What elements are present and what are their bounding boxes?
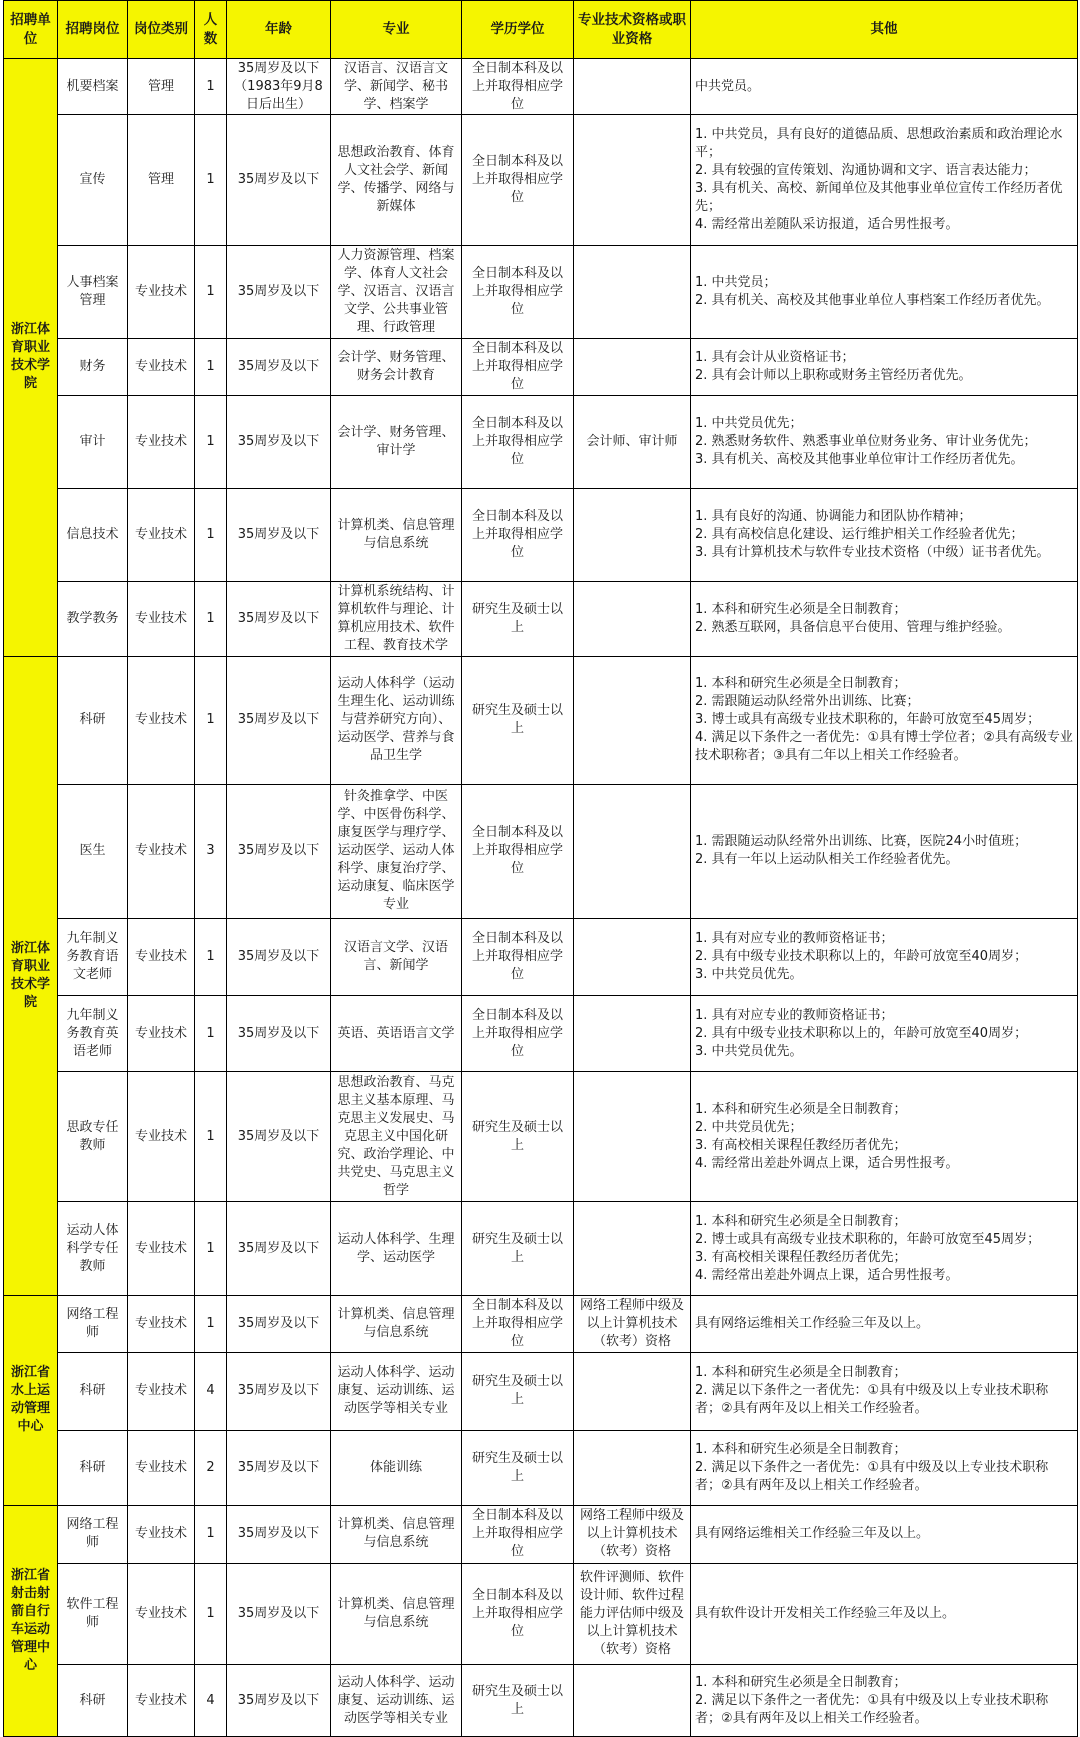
position-cell: 科研: [58, 1430, 128, 1505]
position-cell: 软件工程师: [58, 1563, 128, 1664]
age-cell: 35周岁及以下: [227, 1665, 331, 1737]
age-cell: 35周岁及以下: [227, 1202, 331, 1295]
other-cell: 具有网络运维相关工作经验三年及以上。: [691, 1295, 1078, 1352]
age-cell: 35周岁及以下: [227, 1295, 331, 1352]
age-cell: 35周岁及以下: [227, 1563, 331, 1664]
count-cell: 1: [195, 488, 227, 581]
table-row: [4, 1295, 1078, 1352]
header-row: [4, 1, 1078, 59]
major-cell: 英语、英语语言文学: [331, 995, 462, 1072]
header-cell: 其他: [691, 1, 1078, 59]
degree-cell: 研究生及硕士以上: [462, 1072, 574, 1202]
category-cell: 专业技术: [128, 656, 195, 784]
qualification-cell: [574, 918, 691, 995]
age-cell: 35周岁及以下: [227, 1072, 331, 1202]
header-cell: 学历学位: [462, 1, 574, 59]
category-cell: 专业技术: [128, 1202, 195, 1295]
table-row: [4, 784, 1078, 918]
other-cell: 1. 需跟随运动队经常外出训练、比赛，医院24小时值班； 2. 具有一年以上运动队相关工作经验者优先。: [691, 784, 1078, 918]
major-cell: 运动人体科学、生理学、运动医学: [331, 1202, 462, 1295]
table-row: [4, 1505, 1078, 1563]
qualification-cell: [574, 1430, 691, 1505]
count-cell: 1: [195, 1295, 227, 1352]
table-row: [4, 1665, 1078, 1737]
major-cell: 思想政治教育、体育人文社会学、新闻学、传播学、网络与新媒体: [331, 115, 462, 246]
position-cell: 科研: [58, 656, 128, 784]
other-cell: 1. 中共党员，具有良好的道德品质、思想政治素质和政治理论水平； 2. 具有较强的宣传策划、沟通协调和文字、语言表达能力； 3. 具有机关、高校、新闻单位及其他事业单位宣传工作经历者优先； 4. 需经常出差随队采访报道，适合男性报考。: [691, 115, 1078, 246]
age-cell: 35周岁及以下: [227, 246, 331, 339]
major-cell: 汉语言文学、汉语言、新闻学: [331, 918, 462, 995]
qualification-cell: [574, 59, 691, 115]
age-cell: 35周岁及以下: [227, 1430, 331, 1505]
category-cell: 专业技术: [128, 339, 195, 395]
category-cell: 专业技术: [128, 395, 195, 488]
degree-cell: 全日制本科及以上并取得相应学位: [462, 995, 574, 1072]
unit-name-cell: 浙江体育职业技术学院: [4, 656, 58, 1295]
table-row: [4, 246, 1078, 339]
other-cell: 具有软件设计开发相关工作经验三年及以上。: [691, 1563, 1078, 1664]
degree-cell: 全日制本科及以上并取得相应学位: [462, 488, 574, 581]
other-cell: 1. 本科和研究生必须是全日制教育； 2. 满足以下条件之一者优先：①具有中级及以上专业技术职称者；②具有两年及以上相关工作经验者。: [691, 1430, 1078, 1505]
header-cell: 年龄: [227, 1, 331, 59]
degree-cell: 研究生及硕士以上: [462, 1352, 574, 1430]
category-cell: 专业技术: [128, 784, 195, 918]
major-cell: 运动人体科学（运动生理生化、运动训练与营养研究方向）、运动医学、营养与食品卫生学: [331, 656, 462, 784]
category-cell: 专业技术: [128, 1352, 195, 1430]
table-row: [4, 1202, 1078, 1295]
major-cell: 计算机系统结构、计算机软件与理论、计算机应用技术、软件工程、教育技术学: [331, 582, 462, 657]
count-cell: 4: [195, 1352, 227, 1430]
qualification-cell: [574, 339, 691, 395]
qualification-cell: 网络工程师中级及以上计算机技术（软考）资格: [574, 1505, 691, 1563]
table-row: [4, 656, 1078, 784]
position-cell: 审计: [58, 395, 128, 488]
table-row: [4, 1563, 1078, 1664]
count-cell: 3: [195, 784, 227, 918]
age-cell: 35周岁及以下: [227, 582, 331, 657]
category-cell: 专业技术: [128, 1295, 195, 1352]
count-cell: 1: [195, 339, 227, 395]
recruitment-table: [3, 0, 1078, 1737]
position-cell: 科研: [58, 1665, 128, 1737]
degree-cell: 研究生及硕士以上: [462, 656, 574, 784]
category-cell: 专业技术: [128, 1563, 195, 1664]
category-cell: 专业技术: [128, 246, 195, 339]
table-row: [4, 488, 1078, 581]
major-cell: 计算机类、信息管理与信息系统: [331, 1563, 462, 1664]
unit-name-cell: 浙江省水上运动管理中心: [4, 1295, 58, 1505]
other-cell: 1. 具有对应专业的教师资格证书； 2. 具有中级专业技术职称以上的，年龄可放宽至40周岁； 3. 中共党员优先。: [691, 995, 1078, 1072]
other-cell: 1. 具有会计从业资格证书； 2. 具有会计师以上职称或财务主管经历者优先。: [691, 339, 1078, 395]
count-cell: 4: [195, 1665, 227, 1737]
major-cell: 计算机类、信息管理与信息系统: [331, 488, 462, 581]
other-cell: 1. 本科和研究生必须是全日制教育； 2. 中共党员优先； 3. 有高校相关课程任教经历者优先； 4. 需经常出差赴外调点上课，适合男性报考。: [691, 1072, 1078, 1202]
count-cell: 1: [195, 1563, 227, 1664]
count-cell: 1: [195, 918, 227, 995]
degree-cell: 全日制本科及以上并取得相应学位: [462, 339, 574, 395]
major-cell: 会计学、财务管理、审计学: [331, 395, 462, 488]
position-cell: 九年制义务教育语文老师: [58, 918, 128, 995]
table-row: [4, 918, 1078, 995]
position-cell: 网络工程师: [58, 1295, 128, 1352]
qualification-cell: [574, 1072, 691, 1202]
qualification-cell: 网络工程师中级及以上计算机技术（软考）资格: [574, 1295, 691, 1352]
degree-cell: 全日制本科及以上并取得相应学位: [462, 1295, 574, 1352]
major-cell: 汉语言、汉语言文学、新闻学、秘书学、档案学: [331, 59, 462, 115]
age-cell: 35周岁及以下: [227, 784, 331, 918]
unit-name-cell: 浙江省射击射箭自行车运动管理中心: [4, 1505, 58, 1737]
age-cell: 35周岁及以下: [227, 1352, 331, 1430]
qualification-cell: [574, 1665, 691, 1737]
other-cell: 1. 本科和研究生必须是全日制教育； 2. 博士或具有高级专业技术职称的，年龄可放宽至45周岁； 3. 有高校相关课程任教经历者优先； 4. 需经常出差赴外调点上课，适合男性报考。: [691, 1202, 1078, 1295]
count-cell: 1: [195, 59, 227, 115]
major-cell: 计算机类、信息管理与信息系统: [331, 1295, 462, 1352]
degree-cell: 全日制本科及以上并取得相应学位: [462, 246, 574, 339]
qualification-cell: 软件评测师、软件设计师、软件过程能力评估师中级及以上计算机技术（软考）资格: [574, 1563, 691, 1664]
degree-cell: 全日制本科及以上并取得相应学位: [462, 784, 574, 918]
other-cell: 中共党员。: [691, 59, 1078, 115]
other-cell: 1. 具有对应专业的教师资格证书； 2. 具有中级专业技术职称以上的，年龄可放宽至40周岁； 3. 中共党员优先。: [691, 918, 1078, 995]
degree-cell: 全日制本科及以上并取得相应学位: [462, 918, 574, 995]
degree-cell: 研究生及硕士以上: [462, 1202, 574, 1295]
count-cell: 1: [195, 582, 227, 657]
major-cell: 针灸推拿学、中医学、中医骨伤科学、康复医学与理疗学、运动医学、运动人体科学、康复治疗学、运动康复、临床医学专业: [331, 784, 462, 918]
position-cell: 运动人体科学专任教师: [58, 1202, 128, 1295]
degree-cell: 全日制本科及以上并取得相应学位: [462, 59, 574, 115]
qualification-cell: 会计师、审计师: [574, 395, 691, 488]
qualification-cell: [574, 1352, 691, 1430]
major-cell: 会计学、财务管理、财务会计教育: [331, 339, 462, 395]
count-cell: 1: [195, 1072, 227, 1202]
major-cell: 思想政治教育、马克思主义基本原理、马克思主义发展史、马克思主义中国化研究、政治学理论、中共党史、马克思主义哲学: [331, 1072, 462, 1202]
category-cell: 专业技术: [128, 1430, 195, 1505]
category-cell: 管理: [128, 115, 195, 246]
major-cell: 运动人体科学、运动康复、运动训练、运动医学等相关专业: [331, 1665, 462, 1737]
age-cell: 35周岁及以下: [227, 1505, 331, 1563]
table-row: [4, 59, 1078, 115]
header-cell: 岗位类别: [128, 1, 195, 59]
other-cell: 1. 中共党员； 2. 具有机关、高校及其他事业单位人事档案工作经历者优先。: [691, 246, 1078, 339]
qualification-cell: [574, 784, 691, 918]
count-cell: 1: [195, 656, 227, 784]
age-cell: 35周岁及以下（1983年9月8日后出生）: [227, 59, 331, 115]
category-cell: 专业技术: [128, 1505, 195, 1563]
degree-cell: 全日制本科及以上并取得相应学位: [462, 1563, 574, 1664]
other-cell: 1. 本科和研究生必须是全日制教育； 2. 满足以下条件之一者优先：①具有中级及以上专业技术职称者；②具有两年及以上相关工作经验者。: [691, 1352, 1078, 1430]
position-cell: 医生: [58, 784, 128, 918]
position-cell: 思政专任教师: [58, 1072, 128, 1202]
header-cell: 招聘单位: [4, 1, 58, 59]
major-cell: 运动人体科学、运动康复、运动训练、运动医学等相关专业: [331, 1352, 462, 1430]
other-cell: 1. 本科和研究生必须是全日制教育； 2. 需跟随运动队经常外出训练、比赛； 3. 博士或具有高级专业技术职称的，年龄可放宽至45周岁； 4. 满足以下条件之一者优先：①具有博士学位者；②具有高级专业技术职称者；③具有二年以上相关工作经验者。: [691, 656, 1078, 784]
count-cell: 1: [195, 995, 227, 1072]
age-cell: 35周岁及以下: [227, 488, 331, 581]
position-cell: 九年制义务教育英语老师: [58, 995, 128, 1072]
position-cell: 信息技术: [58, 488, 128, 581]
count-cell: 1: [195, 1505, 227, 1563]
position-cell: 机要档案: [58, 59, 128, 115]
age-cell: 35周岁及以下: [227, 995, 331, 1072]
degree-cell: 全日制本科及以上并取得相应学位: [462, 115, 574, 246]
other-cell: 1. 中共党员优先； 2. 熟悉财务软件、熟悉事业单位财务业务、审计业务优先； 3. 具有机关、高校及其他事业单位审计工作经历者优先。: [691, 395, 1078, 488]
table-row: [4, 582, 1078, 657]
degree-cell: 研究生及硕士以上: [462, 1665, 574, 1737]
header-cell: 招聘岗位: [58, 1, 128, 59]
header-cell: 专业技术资格或职业资格: [574, 1, 691, 59]
header-cell: 专业: [331, 1, 462, 59]
major-cell: 人力资源管理、档案学、体育人文社会学、汉语言、汉语言文学、公共事业管理、行政管理: [331, 246, 462, 339]
table-row: [4, 395, 1078, 488]
other-cell: 1. 本科和研究生必须是全日制教育； 2. 满足以下条件之一者优先：①具有中级及以上专业技术职称者；②具有两年及以上相关工作经验者。: [691, 1665, 1078, 1737]
qualification-cell: [574, 582, 691, 657]
count-cell: 1: [195, 1202, 227, 1295]
qualification-cell: [574, 656, 691, 784]
other-cell: 1. 本科和研究生必须是全日制教育； 2. 熟悉互联网，具备信息平台使用、管理与维护经验。: [691, 582, 1078, 657]
qualification-cell: [574, 488, 691, 581]
category-cell: 专业技术: [128, 1072, 195, 1202]
table-row: [4, 339, 1078, 395]
age-cell: 35周岁及以下: [227, 115, 331, 246]
count-cell: 1: [195, 115, 227, 246]
position-cell: 科研: [58, 1352, 128, 1430]
age-cell: 35周岁及以下: [227, 339, 331, 395]
position-cell: 教学教务: [58, 582, 128, 657]
table-row: [4, 995, 1078, 1072]
category-cell: 专业技术: [128, 918, 195, 995]
position-cell: 财务: [58, 339, 128, 395]
count-cell: 1: [195, 246, 227, 339]
table-row: [4, 115, 1078, 246]
other-cell: 1. 具有良好的沟通、协调能力和团队协作精神； 2. 具有高校信息化建设、运行维护相关工作经验者优先； 3. 具有计算机技术与软件专业技术资格（中级）证书者优先。: [691, 488, 1078, 581]
table-body: [4, 59, 1078, 1737]
qualification-cell: [574, 1202, 691, 1295]
header-cell: 人数: [195, 1, 227, 59]
major-cell: 体能训练: [331, 1430, 462, 1505]
degree-cell: 研究生及硕士以上: [462, 582, 574, 657]
age-cell: 35周岁及以下: [227, 395, 331, 488]
count-cell: 1: [195, 395, 227, 488]
category-cell: 专业技术: [128, 1665, 195, 1737]
position-cell: 宣传: [58, 115, 128, 246]
qualification-cell: [574, 246, 691, 339]
unit-name-cell: 浙江体育职业技术学院: [4, 59, 58, 657]
position-cell: 人事档案管理: [58, 246, 128, 339]
other-cell: 具有网络运维相关工作经验三年及以上。: [691, 1505, 1078, 1563]
category-cell: 专业技术: [128, 582, 195, 657]
age-cell: 35周岁及以下: [227, 918, 331, 995]
table-row: [4, 1352, 1078, 1430]
category-cell: 专业技术: [128, 995, 195, 1072]
qualification-cell: [574, 115, 691, 246]
category-cell: 专业技术: [128, 488, 195, 581]
degree-cell: 研究生及硕士以上: [462, 1430, 574, 1505]
category-cell: 管理: [128, 59, 195, 115]
qualification-cell: [574, 995, 691, 1072]
major-cell: 计算机类、信息管理与信息系统: [331, 1505, 462, 1563]
position-cell: 网络工程师: [58, 1505, 128, 1563]
table-row: [4, 1430, 1078, 1505]
degree-cell: 全日制本科及以上并取得相应学位: [462, 1505, 574, 1563]
count-cell: 2: [195, 1430, 227, 1505]
degree-cell: 全日制本科及以上并取得相应学位: [462, 395, 574, 488]
table-row: [4, 1072, 1078, 1202]
age-cell: 35周岁及以下: [227, 656, 331, 784]
